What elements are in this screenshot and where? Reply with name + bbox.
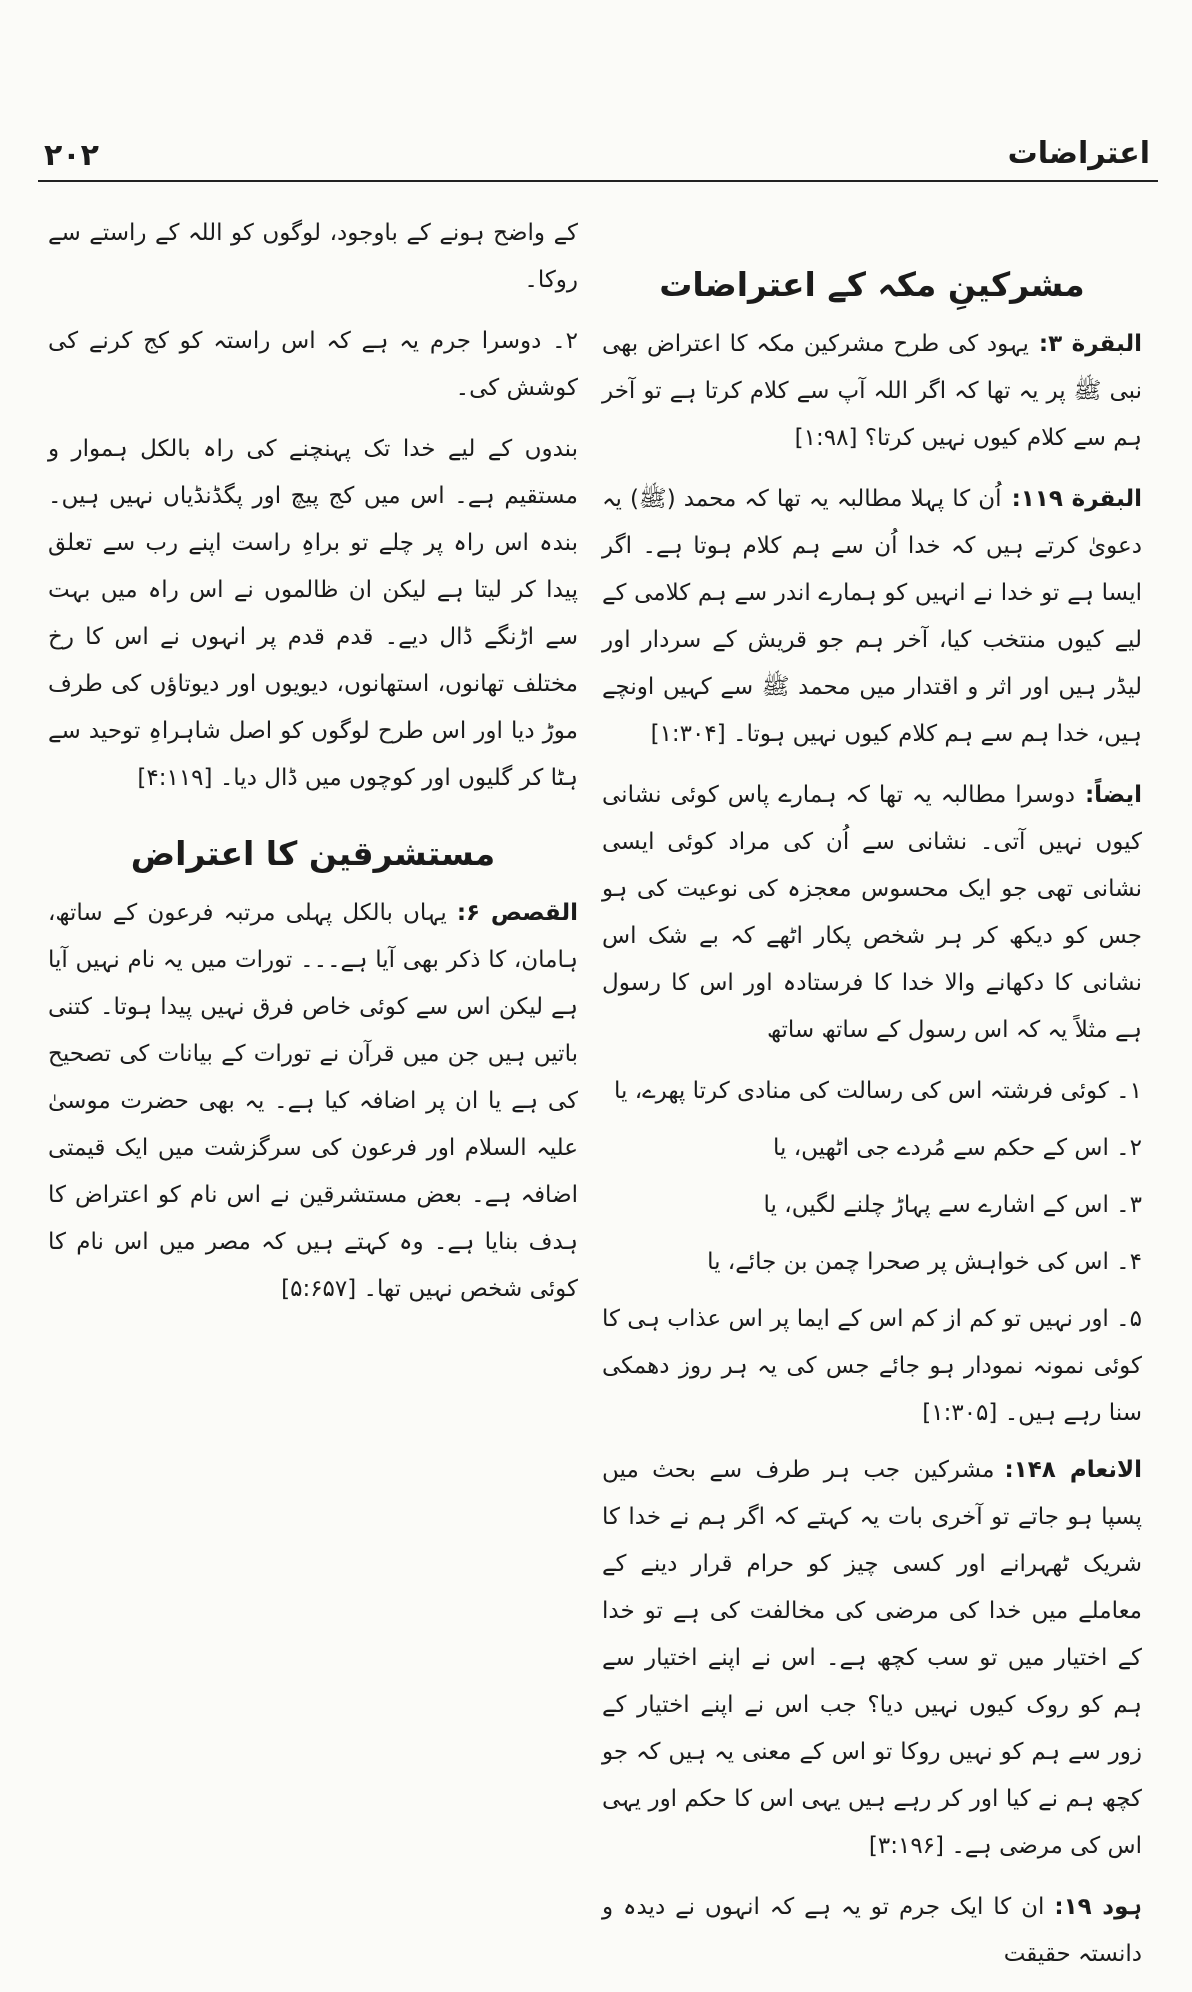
right-column bbox=[602, 255, 1142, 1992]
verse-ref: ایضاً: bbox=[1084, 782, 1142, 808]
paragraph-straight-path: بندوں کے لیے خدا تک پہنچنے کی راہ بالکل ہموار و مستقیم ہے۔ اس میں کج پیچ اور پگڈنڈیاں نہیں ہیں۔ بندہ اس راہ پر چلے تو براہِ راست اپنے رب سے تعلق پیدا کر لیتا ہے لیکن ان ظالموں نے اس راہ میں بہت سے اڑنگے ڈال دیے۔ قدم قدم پر انہوں نے اس کا رخ مختلف تھانوں، استھانوں، دیویوں اور دیوتاؤں کی طرف موڑ دیا اور اس طرح لوگوں کو اصل شاہراہِ توحید سے ہٹا کر گلیوں اور کوچوں میں ڈال دیا۔ [۴:۱۱۹] bbox=[48, 436, 578, 791]
verse-ref: القصص ۶: bbox=[456, 900, 578, 926]
verse-ref: البقرة ۱۱۹: bbox=[1011, 486, 1143, 512]
paragraph-text: یہود کی طرح مشرکین مکہ کا اعتراض بھی نبی ﷺ پر یہ تھا کہ اگر اللہ آپ سے کلام کرتا ہے تو آخر ہم سے کلام کیوں نہیں کرتا؟ [۱:۹۸] bbox=[602, 331, 1142, 451]
list-item: ۲۔ اس کے حکم سے مُردے جی اٹھیں، یا bbox=[773, 1135, 1142, 1161]
verse-ref: الانعام ۱۴۸: bbox=[1004, 1457, 1142, 1483]
page-number: ۲۰۲ bbox=[44, 138, 99, 173]
section-heading-mushrikeen: مشرکینِ مکہ کے اعتراضات bbox=[659, 265, 1085, 304]
running-title: اعتراضات bbox=[1007, 136, 1150, 171]
paragraph-text: مشرکین جب ہر طرف سے بحث میں پسپا ہو جاتے تو آخری بات یہ کہتے کہ اگر ہم نے خدا کا شریک ٹھہرانے اور کسی چیز کو حرام قرار دینے کے معاملے میں خدا کی مرضی کی مخالفت کی ہے تو خدا کے اختیار میں تو سب کچھ ہے۔ اس نے اپنے اختیار سے ہم کو روک کیوں نہیں دیا؟ جب اس نے اپنے اختیار کے زور سے ہم کو نہیں روکا تو اس کے معنی یہ ہیں کہ جو کچھ ہم نے کیا اور کر رہے ہیں یہی اس کا حکم اور یہی اس کی مرضی ہے۔ [۳:۱۹۶] bbox=[602, 1457, 1142, 1859]
paragraph-qasas-6 bbox=[48, 890, 578, 1313]
paragraph-anaam-148 bbox=[602, 1447, 1142, 1870]
paragraph-continuation: کے واضح ہونے کے باوجود، لوگوں کو اللہ کے راستے سے روکا۔ bbox=[48, 220, 578, 293]
list-item: ۴۔ اس کی خواہش پر صحرا چمن بن جائے، یا bbox=[707, 1249, 1142, 1275]
paragraph-text: یہاں بالکل پہلی مرتبہ فرعون کے ساتھ، ہامان، کا ذکر بھی آیا ہے۔۔۔ تورات میں یہ نام نہیں آیا ہے لیکن اس سے کوئی خاص فرق نہیں پیدا ہوتا۔ کتنی باتیں ہیں جن میں قرآن نے تورات کے بیانات کی تصحیح کی ہے یا ان پر اضافہ کیا ہے۔ یہ بھی حضرت موسیٰ علیہ السلام اور فرعون کی سرگزشت میں ایک قیمتی اضافہ ہے۔ بعض مستشرقین نے اس نام کو اعتراض کا ہدف بنایا ہے۔ وہ کہتے ہیں کہ مصر میں اس نام کا کوئی شخص نہیں تھا۔ [۵:۶۵۷] bbox=[48, 900, 578, 1302]
left-column bbox=[48, 210, 578, 1327]
paragraph-aydan bbox=[602, 772, 1142, 1054]
list-item: ۳۔ اس کے اشارے سے پہاڑ چلنے لگیں، یا bbox=[763, 1192, 1142, 1218]
page-header bbox=[38, 130, 1158, 182]
paragraph-baqara-3 bbox=[602, 321, 1142, 462]
paragraph-second-crime: ۲۔ دوسرا جرم یہ ہے کہ اس راستہ کو کج کرنے کی کوشش کی۔ bbox=[48, 328, 578, 401]
verse-ref: البقرة ۳: bbox=[1038, 331, 1142, 357]
section-heading-mustashriqeen: مستشرقین کا اعتراض bbox=[130, 834, 496, 873]
list-item: ۱۔ کوئی فرشتہ اس کی رسالت کی منادی کرتا پھرے، یا bbox=[614, 1078, 1142, 1104]
paragraph-baqara-119 bbox=[602, 476, 1142, 758]
verse-ref: ہود ۱۹: bbox=[1054, 1894, 1142, 1920]
paragraph-hud-19 bbox=[602, 1884, 1142, 1978]
paragraph-text: اُن کا پہلا مطالبہ یہ تھا کہ محمد (ﷺ) یہ دعویٰ کرتے ہیں کہ خدا اُن سے ہم کلام ہوتا ہے۔ اگر ایسا ہے تو خدا نے انہیں کو ہمارے اندر سے ہم کلامی کے لیے کیوں منتخب کیا، آخر ہم جو قریش کے سردار اور لیڈر ہیں اور اثر و اقتدار میں محمد ﷺ سے کہیں اونچے ہیں، خدا ہم سے ہم کلام کیوں نہیں ہوتا۔ [۱:۳۰۴] bbox=[602, 486, 1142, 747]
list-item: ۵۔ اور نہیں تو کم از کم اس کے ایما پر اس عذاب ہی کا کوئی نمونہ نمودار ہو جائے جس کی یہ ہر روز دھمکی سنا رہے ہیں۔ [۱:۳۰۵] bbox=[602, 1306, 1142, 1426]
paragraph-text: ان کا ایک جرم تو یہ ہے کہ انہوں نے دیدہ و دانستہ حقیقت bbox=[602, 1894, 1142, 1967]
paragraph-text: دوسرا مطالبہ یہ تھا کہ ہمارے پاس کوئی نشانی کیوں نہیں آتی۔ نشانی سے اُن کی مراد کوئی ایسی نشانی تھی جو ایک محسوس معجزہ کی نوعیت کی ہو جس کو دیکھ کر ہر شخص پکار اٹھے کہ بے شک اس نشانی کا دکھانے والا خدا کا فرستادہ اور اس کا رسول ہے مثلاً یہ کہ اس رسول کے ساتھ ساتھ bbox=[602, 782, 1142, 1043]
